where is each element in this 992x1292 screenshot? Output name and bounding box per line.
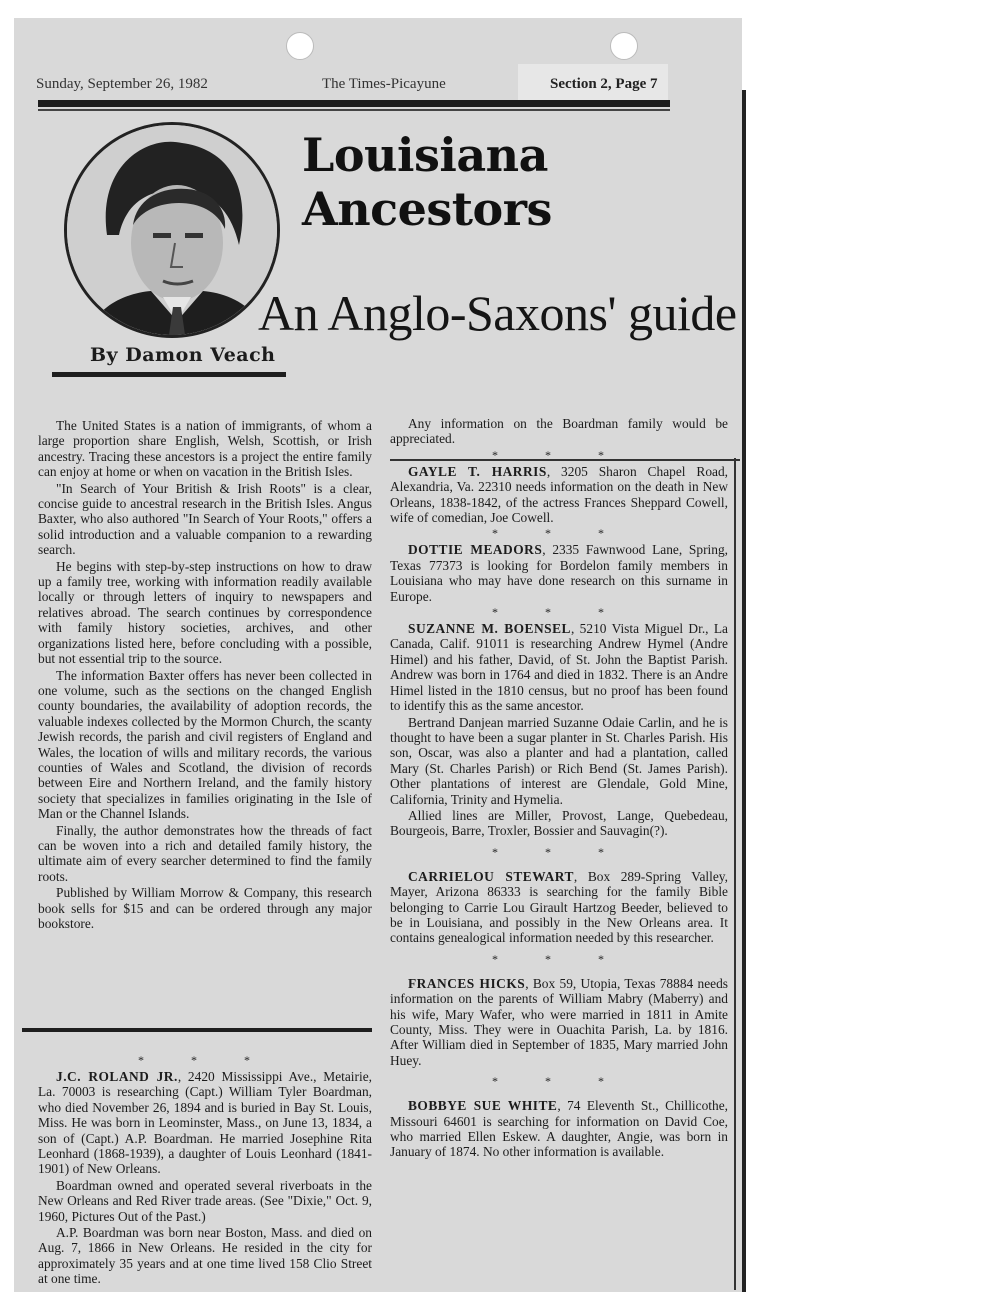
review-paragraph: "In Search of Your British & Irish Roots" is a clear, concise guide to ancestral research in the British Isles. Angus Baxter, who also authored "In Search of Your Roots," offers a solid introduction and a valuable companion to a rewarding search. bbox=[38, 480, 372, 558]
query-text: , 2335 Fawnwood Lane, Spring, Texas 77373 is looking for Bordelon family members in Louisiana who may have done research on this surname in Europe. bbox=[390, 542, 728, 604]
query-harris bbox=[390, 464, 728, 526]
query-name: BOBBYE SUE WHITE bbox=[408, 1098, 558, 1114]
query-name: SUZANNE M. BOENSEL bbox=[408, 621, 571, 637]
review-paragraph: The United States is a nation of immigrants, of whom a large proportion share English, Welsh, Scottish, or Irish ancestry. Tracing these ancestors is a project the entire family can enjoy at home or when on vacation in the British Isles. bbox=[38, 418, 372, 480]
query-white bbox=[390, 1098, 728, 1160]
review-paragraph: The information Baxter offers has never been collected in one volume, such as the sections on the changed English county boundaries, the availability of adoption records, the valuable indexes collected by the Mormon Church, the scanty Jewish records, the parish and civil registers of England and Wales, the location of wills and military records, the various counties of Wales and Scotland, the division of records between Eire and Northern Ireland, and the family history society that specializes in families originating in the Isle of Man or the Channel Islands. bbox=[38, 667, 372, 822]
queries-left-column bbox=[38, 1052, 372, 1287]
section-page: Section 2, Page 7 bbox=[550, 76, 658, 92]
query-meadors bbox=[390, 542, 728, 604]
query-roland bbox=[38, 1069, 372, 1177]
query-paragraph: Bertrand Danjean married Suzanne Odaie Carlin, and he is thought to have been a sugar planter in St. Charles Parish. His son, Oscar, was also a planter and had a plantation, called Mary (St. Charles Parish) or Rich Bend (St. James Parish). Other plantations of interest are Glendale, Gold Mine, California, Trinity and Hymelia. bbox=[390, 714, 728, 807]
query-text: , 74 Eleventh St., Chillicothe, Missouri 64601 is searching for information on David Coe, who married Ellen Eskew. A daughter, Angie, was born in January of 1874. No other information is available. bbox=[390, 1098, 728, 1160]
newspaper-name: The Times-Picayune bbox=[322, 76, 446, 92]
query-text: , 2420 Mississippi Ave., Metairie, La. 70003 is researching (Capt.) William Tyler Boardman, who died November 26, 1894 and is buried in Bay St. Louis, Miss. He was born in Leominster, Mass., on June 13, 1834, a son of (Capt.) A.P. Boardman. He married Josephine Rita Leonhard (1868-1939), a daughter of Louis Leonhard (1841-1901) of New Orleans. bbox=[38, 1069, 372, 1177]
column-title bbox=[302, 128, 552, 236]
separator-stars: * * * bbox=[492, 951, 626, 966]
intro-paragraph: Any information on the Boardman family would be appreciated. bbox=[390, 416, 728, 447]
review-paragraph: He begins with step-by-step instructions on how to draw up a family tree, working with information readily available locally or through letters of inquiry to newspapers and relatives abroad. The search continues by correspondence with family history societies, archives, and other organizations listed here, before concluding with a possible, but not essential trip to the source. bbox=[38, 558, 372, 667]
author-portrait bbox=[64, 122, 280, 338]
query-text: , Box 59, Utopia, Texas 78884 needs information on the parents of William Mabry (Maberry) and his wife, Mary Wafer, who were married in 1811 in Amite County, Miss. They were in Ouachita Parish, La. by 1816. After William died in September of 1835, Mary married John Huey. bbox=[390, 975, 729, 1068]
review-paragraph: Published by William Morrow & Company, this research book sells for $15 and can be ordered through any major bookstore. bbox=[38, 885, 372, 931]
section-divider bbox=[22, 1028, 372, 1032]
query-name: GAYLE T. HARRIS bbox=[408, 463, 547, 479]
title-line-1: Louisiana bbox=[302, 128, 548, 182]
column-vertical-rule bbox=[734, 458, 736, 1290]
punch-hole bbox=[610, 32, 638, 60]
byline: By Damon Veach bbox=[90, 344, 276, 366]
query-name: FRANCES HICKS bbox=[408, 975, 526, 991]
separator-stars: * * * bbox=[492, 844, 626, 859]
query-boensel bbox=[390, 621, 728, 713]
newspaper-clipping bbox=[14, 18, 742, 1292]
query-text: , 5210 Vista Miguel Dr., La Canada, Calif. 91011 is researching Andrew Hymel (Andre Himel) and his father, David, of St. John the Baptist Parish. Andrew was born in 1764 and died in 1832. There is an Andre Himel listed in the 1810 census, but no proof has been found to identify this as the same ancestor. bbox=[390, 621, 728, 714]
query-stewart bbox=[390, 869, 728, 946]
separator-stars: * * * bbox=[492, 1074, 626, 1089]
query-paragraph: Allied lines are Miller, Provost, Lange, Quebedeau, Bourgeois, Barre, Troxler, Bossier and Sauvagin(?). bbox=[390, 807, 728, 839]
query-name: DOTTIE MEADORS bbox=[408, 542, 543, 558]
separator-stars: * * * bbox=[138, 1053, 272, 1067]
issue-date: Sunday, September 26, 1982 bbox=[36, 76, 208, 92]
query-name: CARRIELOU STEWART bbox=[408, 868, 574, 884]
query-name: J.C. ROLAND JR. bbox=[56, 1069, 178, 1084]
separator-stars: * * * bbox=[492, 605, 626, 620]
punch-hole bbox=[286, 32, 314, 60]
title-line-2: Ancestors bbox=[302, 182, 552, 236]
separator-stars: * * * bbox=[492, 447, 626, 462]
query-text: , Box 289-Spring Valley, Mayer, Arizona 86333 is searching for the family Bible belonging to Carrie Lou Girault Hartzog Beeder, believed to be in Louisiana, and possibly in the New Orleans area. It contains genealogical information needed by this researcher. bbox=[390, 868, 728, 946]
header-rule bbox=[38, 100, 670, 107]
book-review-column bbox=[38, 418, 372, 931]
query-text: , 3205 Sharon Chapel Road, Alexandria, Va. 22310 needs information on the death in New Orleans, 1838-1842, of the actress Frances Sheppard Cowell, wife of comedian, Joe Cowell. bbox=[390, 463, 728, 526]
header-rule-thin bbox=[38, 109, 670, 111]
query-hicks bbox=[390, 976, 728, 1068]
page-edge bbox=[742, 90, 746, 1292]
query-paragraph: A.P. Boardman was born near Boston, Mass. and died on Aug. 7, 1866 in New Orleans. He resided in the city for approximately 35 years and at one time lived 158 Clio Street at one time. bbox=[38, 1225, 372, 1287]
queries-right-column bbox=[390, 416, 728, 1160]
review-paragraph: Finally, the author demonstrates how the threads of fact can be woven into a rich and detailed family history, the ultimate aim of every searcher determined to find the family roots. bbox=[38, 822, 372, 884]
query-paragraph: Boardman owned and operated several riverboats in the New Orleans and Red River trade areas. (See "Dixie," Oct. 9, 1960, Pictures Out of the Past.) bbox=[38, 1177, 372, 1224]
separator-stars: * * * bbox=[492, 526, 626, 541]
headline: An Anglo-Saxons' guide bbox=[258, 285, 737, 341]
byline-rule bbox=[52, 372, 286, 377]
portrait-image bbox=[67, 125, 277, 335]
